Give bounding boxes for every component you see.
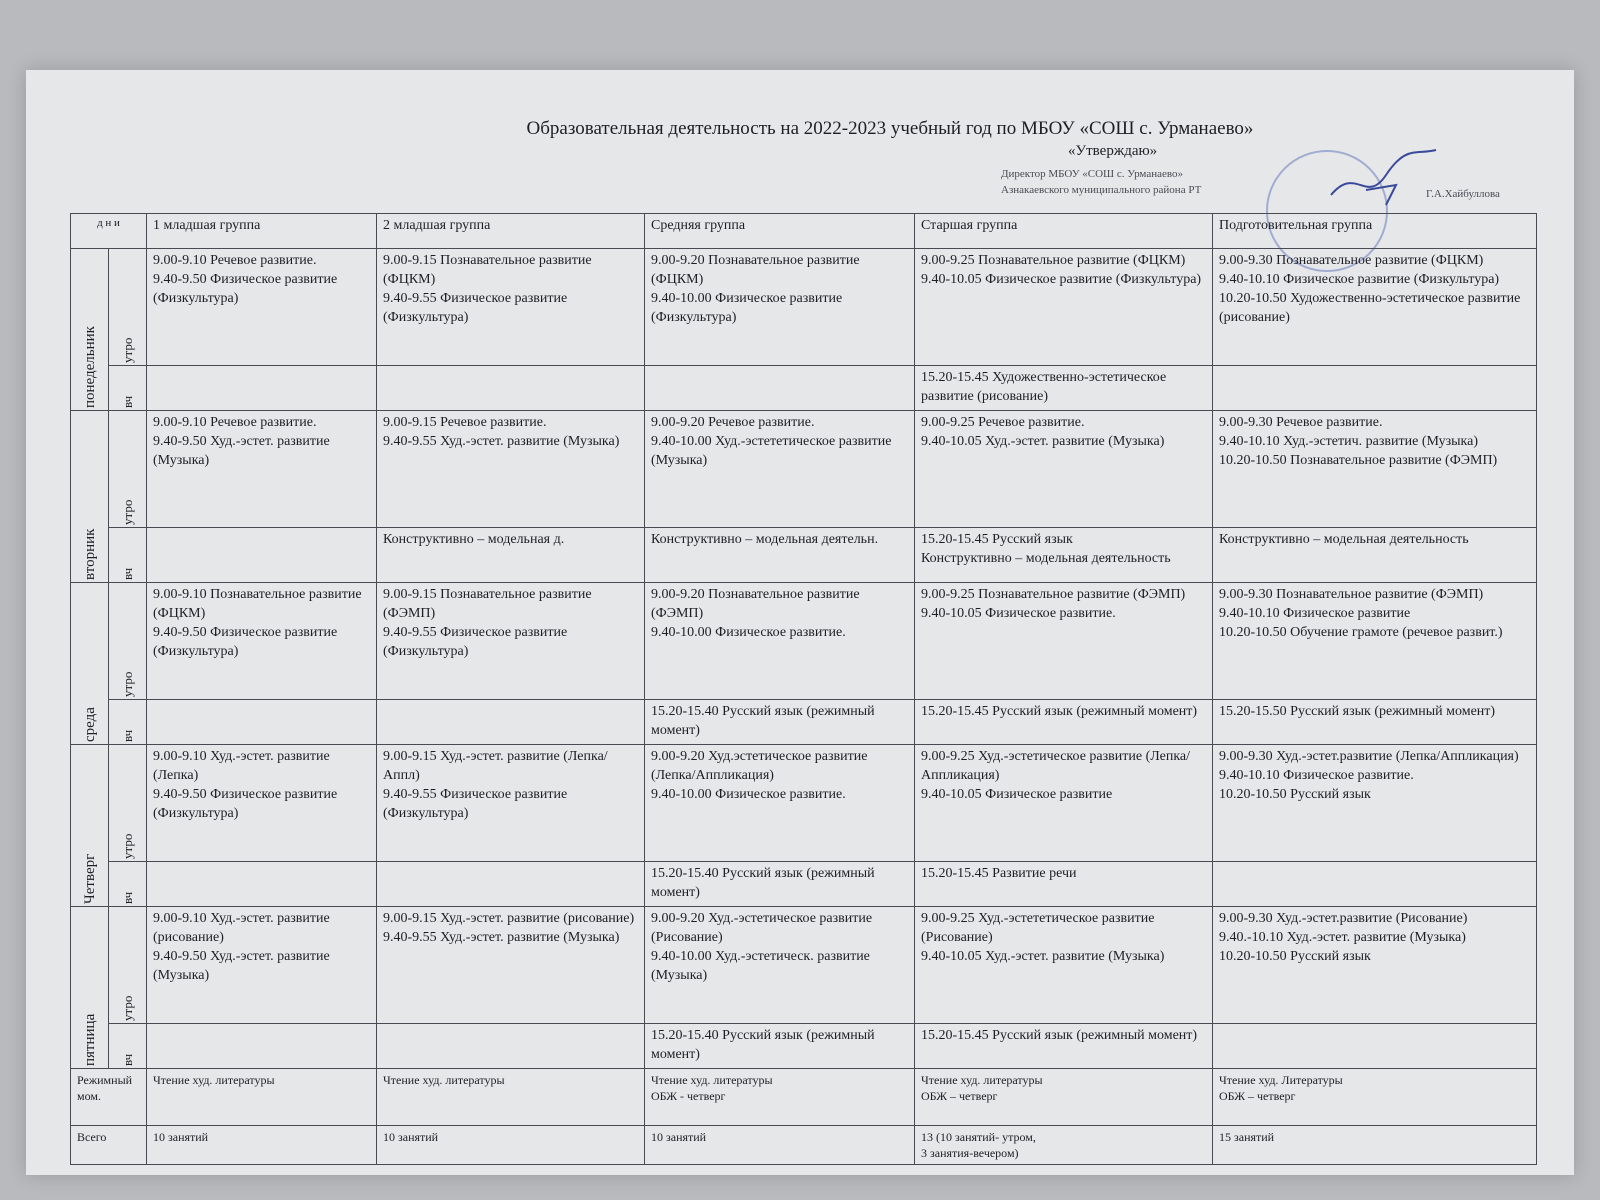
slot-label-evening: вч [109, 1024, 147, 1069]
schedule-cell [377, 366, 645, 411]
regime-cell: Чтение худ. литературы ОБЖ - четверг [645, 1069, 915, 1126]
director-line-1: Директор МБОУ «СОШ с. Урманаево» [1001, 168, 1183, 180]
schedule-cell: Конструктивно – модельная деятельность [1213, 528, 1537, 583]
total-cell: 10 занятий [147, 1126, 377, 1165]
schedule-cell [377, 1024, 645, 1069]
schedule-cell: 15.20-15.45 Русский язык Конструктивно – модельная деятельность [915, 528, 1213, 583]
schedule-cell [147, 700, 377, 745]
schedule-cell: 9.00-9.15 Речевое развитие. 9.40-9.55 Худ.-эстет. развитие (Музыка) [377, 411, 645, 528]
total-cell: 15 занятий [1213, 1126, 1537, 1165]
schedule-cell [1213, 862, 1537, 907]
day-column-header: д н и [71, 214, 147, 249]
group-header: Средняя группа [645, 214, 915, 249]
total-label: Всего [71, 1126, 147, 1165]
schedule-cell: 15.20-15.45 Русский язык (режимный момент) [915, 1024, 1213, 1069]
slot-label-morning: утро [109, 907, 147, 1024]
schedule-cell [147, 862, 377, 907]
group-header: Подготовительная группа [1213, 214, 1537, 249]
regime-cell: Чтение худ. литературы [377, 1069, 645, 1126]
schedule-cell: 9.00-9.30 Познавательное развитие (ФЭМП) 9.40-10.10 Физическое развитие 10.20-10.50 Обучение грамоте (речевое развит.) [1213, 583, 1537, 700]
approval-stamp-text: «Утверждаю» [1068, 143, 1158, 159]
schedule-cell: 9.00-9.25 Познавательное развитие (ФЭМП) 9.40-10.05 Физическое развитие. [915, 583, 1213, 700]
group-header: 1 младшая группа [147, 214, 377, 249]
group-header: Старшая группа [915, 214, 1213, 249]
document-sheet [26, 70, 1574, 1175]
slot-label-evening: вч [109, 700, 147, 745]
schedule-cell: 9.00-9.20 Худ.-эстетическое развитие (Рисование) 9.40-10.00 Худ.-эстетическ. развитие (Музыка) [645, 907, 915, 1024]
schedule-cell: 9.00-9.20 Познавательное развитие (ФЦКМ) 9.40-10.00 Физическое развитие (Физкультура) [645, 249, 915, 366]
regime-label: Режимный мом. [71, 1069, 147, 1126]
schedule-cell: 9.00-9.25 Познавательное развитие (ФЦКМ) 9.40-10.05 Физическое развитие (Физкультура) [915, 249, 1213, 366]
signature-icon [1326, 145, 1446, 215]
regime-cell: Чтение худ. литературы ОБЖ – четверг [915, 1069, 1213, 1126]
schedule-cell [147, 1024, 377, 1069]
schedule-cell: 9.00-9.30 Худ.-эстет.развитие (Рисование) 9.40.-10.10 Худ.-эстет. развитие (Музыка) 10.20-10.50 Русский язык [1213, 907, 1537, 1024]
schedule-cell [377, 700, 645, 745]
total-cell: 10 занятий [645, 1126, 915, 1165]
schedule-table [70, 213, 1537, 1165]
schedule-cell [147, 528, 377, 583]
schedule-cell: 9.00-9.20 Худ.эстетическое развитие (Лепка/Аппликация) 9.40-10.00 Физическое развитие. [645, 745, 915, 862]
slot-label-evening: вч [109, 528, 147, 583]
slot-label-morning: утро [109, 249, 147, 366]
day-label: пятница [71, 907, 109, 1069]
schedule-cell: 9.00-9.25 Худ.-эстетическое развитие (Лепка/Аппликация) 9.40-10.05 Физическое развитие [915, 745, 1213, 862]
director-line-2: Азнакаевского муниципального района РТ [1001, 184, 1202, 196]
schedule-cell: 15.20-15.45 Развитие речи [915, 862, 1213, 907]
schedule-cell: 9.00-9.10 Худ.-эстет. развитие (рисование) 9.40-9.50 Худ.-эстет. развитие (Музыка) [147, 907, 377, 1024]
day-label: понедельник [71, 249, 109, 411]
document-title: Образовательная деятельность на 2022-2023 учебный год по МБОУ «СОШ с. Урманаево» [526, 118, 1254, 139]
schedule-cell: 9.00-9.30 Познавательное развитие (ФЦКМ) 9.40-10.10 Физическое развитие (Физкультура) 10.20-10.50 Художественно-эстетическое развитие (рисование) [1213, 249, 1537, 366]
slot-label-morning: утро [109, 411, 147, 528]
total-cell: 13 (10 занятий- утром, 3 занятия-вечером) [915, 1126, 1213, 1165]
total-cell: 10 занятий [377, 1126, 645, 1165]
director-name: Г.А.Хайбуллова [1426, 188, 1500, 200]
regime-cell: Чтение худ. Литературы ОБЖ – четверг [1213, 1069, 1537, 1126]
group-header: 2 младшая группа [377, 214, 645, 249]
day-label: Четверг [71, 745, 109, 907]
schedule-cell: 9.00-9.20 Речевое развитие. 9.40-10.00 Худ.-эстететическое развитие (Музыка) [645, 411, 915, 528]
schedule-cell: 9.00-9.15 Худ.-эстет. развитие (Лепка/Аппл) 9.40-9.55 Физическое развитие (Физкультура) [377, 745, 645, 862]
schedule-cell: 9.00-9.15 Худ.-эстет. развитие (рисование) 9.40-9.55 Худ.-эстет. развитие (Музыка) [377, 907, 645, 1024]
schedule-cell: 9.00-9.10 Худ.-эстет. развитие (Лепка) 9.40-9.50 Физическое развитие (Физкультура) [147, 745, 377, 862]
slot-label-evening: вч [109, 366, 147, 411]
schedule-cell [1213, 366, 1537, 411]
schedule-cell: 15.20-15.40 Русский язык (режимный момент) [645, 1024, 915, 1069]
schedule-cell: 9.00-9.10 Речевое развитие. 9.40-9.50 Физическое развитие (Физкультура) [147, 249, 377, 366]
regime-cell: Чтение худ. литературы [147, 1069, 377, 1126]
schedule-cell: 9.00-9.20 Познавательное развитие (ФЭМП) 9.40-10.00 Физическое развитие. [645, 583, 915, 700]
schedule-cell: 9.00-9.30 Худ.-эстет.развитие (Лепка/Аппликация) 9.40-10.10 Физическое развитие. 10.20-10.50 Русский язык [1213, 745, 1537, 862]
schedule-cell: 15.20-15.45 Русский язык (режимный момент) [915, 700, 1213, 745]
schedule-cell: 9.00-9.30 Речевое развитие. 9.40-10.10 Худ.-эстетич. развитие (Музыка) 10.20-10.50 Познавательное развитие (ФЭМП) [1213, 411, 1537, 528]
slot-label-evening: вч [109, 862, 147, 907]
schedule-cell: 9.00-9.15 Познавательное развитие (ФЭМП) 9.40-9.55 Физическое развитие (Физкультура) [377, 583, 645, 700]
schedule-cell: 9.00-9.10 Познавательное развитие (ФЦКМ) 9.40-9.50 Физическое развитие (Физкультура) [147, 583, 377, 700]
schedule-cell: 15.20-15.50 Русский язык (режимный момент) [1213, 700, 1537, 745]
schedule-cell: 9.00-9.10 Речевое развитие. 9.40-9.50 Худ.-эстет. развитие (Музыка) [147, 411, 377, 528]
schedule-cell: 9.00-9.15 Познавательное развитие (ФЦКМ) 9.40-9.55 Физическое развитие (Физкультура) [377, 249, 645, 366]
schedule-cell: Конструктивно – модельная д. [377, 528, 645, 583]
day-label: среда [71, 583, 109, 745]
schedule-cell: 9.00-9.25 Речевое развитие. 9.40-10.05 Худ.-эстет. развитие (Музыка) [915, 411, 1213, 528]
schedule-cell: 15.20-15.40 Русский язык (режимный момент) [645, 862, 915, 907]
schedule-cell: 15.20-15.45 Художественно-эстетическое развитие (рисование) [915, 366, 1213, 411]
schedule-cell [377, 862, 645, 907]
schedule-cell [645, 366, 915, 411]
schedule-cell [147, 366, 377, 411]
slot-label-morning: утро [109, 745, 147, 862]
schedule-cell: Конструктивно – модельная деятельн. [645, 528, 915, 583]
day-label: вторник [71, 411, 109, 583]
schedule-cell: 9.00-9.25 Худ.-эстететическое развитие (Рисование) 9.40-10.05 Худ.-эстет. развитие (Музыка) [915, 907, 1213, 1024]
slot-label-morning: утро [109, 583, 147, 700]
schedule-cell [1213, 1024, 1537, 1069]
schedule-cell: 15.20-15.40 Русский язык (режимный момент) [645, 700, 915, 745]
